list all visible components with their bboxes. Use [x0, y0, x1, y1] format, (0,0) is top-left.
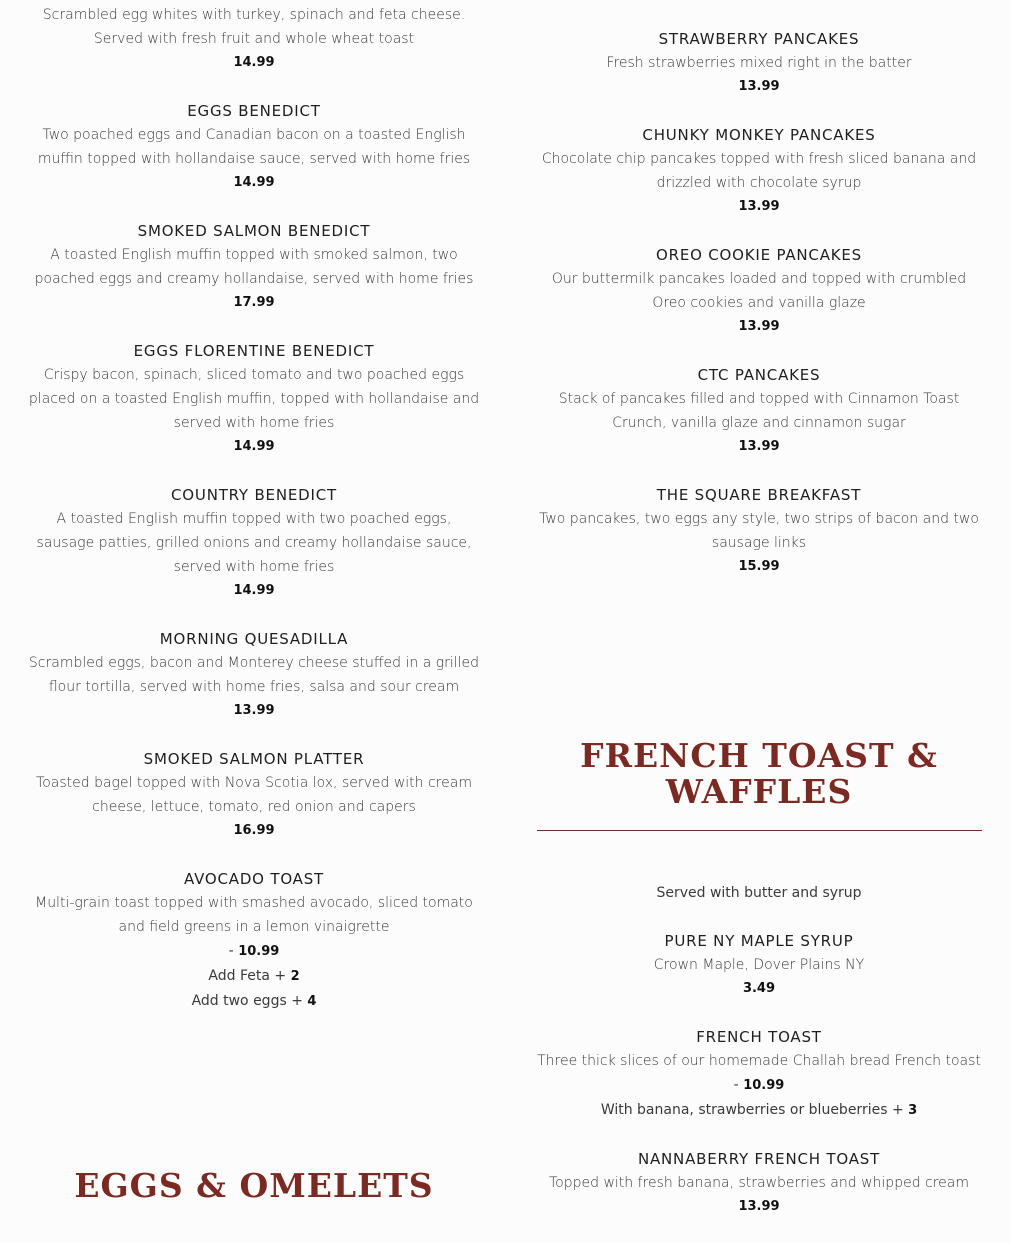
item-option — [28, 964, 480, 989]
item-price-line — [534, 1073, 984, 1098]
item-description: Scrambled eggs, bacon and Monterey cheese stuffed in a grilled flour tortilla, served with home fries, salsa and sour cream — [28, 655, 480, 695]
item-price: 14.99 — [233, 55, 275, 70]
menu-item-strawberry-pancakes — [534, 27, 984, 99]
item-name: EGGS BENEDICT — [187, 102, 321, 120]
price-prefix: - — [733, 1077, 739, 1093]
item-price: 13.99 — [738, 319, 780, 334]
item-name: PURE NY MAPLE SYRUP — [664, 932, 854, 950]
option-label: With banana, strawberries or blueberries + — [600, 1102, 904, 1118]
item-option — [28, 989, 480, 1014]
item-name: SMOKED SALMON PLATTER — [143, 750, 365, 768]
item-name: CHUNKY MONKEY PANCAKES — [642, 126, 876, 144]
section-divider — [537, 830, 982, 831]
menu-item-the-square-breakfast — [534, 483, 984, 579]
item-description: Toasted bagel topped with Nova Scotia lox, served with cream cheese, lettuce, tomato, red onion and capers — [36, 775, 472, 815]
item-description: Stack of pancakes filled and topped with Cinnamon Toast Crunch, vanilla glaze and cinnamon sugar — [558, 391, 960, 431]
option-label: Add two eggs + — [191, 993, 303, 1009]
item-description: Topped with fresh banana, strawberries and whipped cream — [548, 1175, 970, 1191]
menu-item-smoked-salmon-benedict — [28, 219, 480, 315]
menu-item-nannaberry-french-toast — [534, 1147, 984, 1219]
item-description: Multi-grain toast topped with smashed avocado, sliced tomato and field greens in a lemon vinaigrette — [35, 895, 473, 935]
item-description: A toasted English muffin topped with smoked salmon, two poached eggs and creamy hollandaise, served with home fries — [34, 247, 474, 287]
menu-column-left — [28, 3, 480, 1038]
menu-item — [28, 3, 480, 75]
item-price: 13.99 — [738, 79, 780, 94]
section-title: FRENCH TOAST & WAFFLES — [580, 736, 938, 811]
item-description: Two poached eggs and Canadian bacon on a toasted English muffin topped with hollandaise sauce, served with home fries — [37, 127, 471, 167]
menu-item-avocado-toast — [28, 867, 480, 1014]
item-price: 15.99 — [738, 559, 780, 574]
section-title: EGGS & OMELETS — [74, 1166, 434, 1205]
item-name: FRENCH TOAST — [696, 1028, 822, 1046]
item-price: 16.99 — [233, 823, 275, 838]
item-description: A toasted English muffin topped with two poached eggs, sausage patties, grilled onions and creamy hollandaise sauce, served with home fries — [36, 511, 472, 575]
item-name: THE SQUARE BREAKFAST — [656, 486, 862, 504]
item-name: EGGS FLORENTINE BENEDICT — [133, 342, 375, 360]
item-price: 13.99 — [738, 199, 780, 214]
item-description: Crispy bacon, spinach, sliced tomato and two poached eggs placed on a toasted English muffin, topped with hollandaise and served with home fries — [28, 367, 480, 431]
menu-column-right — [534, 27, 984, 603]
menu-item-morning-quesadilla — [28, 627, 480, 723]
item-name: AVOCADO TOAST — [183, 870, 325, 888]
item-price: 17.99 — [233, 295, 275, 310]
item-description: Crown Maple, Dover Plains NY — [653, 957, 865, 973]
menu-item-country-benedict — [28, 483, 480, 603]
section-header-eggs-omelets — [28, 1168, 480, 1204]
item-description: Three thick slices of our homemade Challah bread French toast — [537, 1053, 981, 1069]
item-price: 10.99 — [743, 1078, 785, 1093]
option-price: 4 — [307, 994, 317, 1009]
item-price-line — [28, 939, 480, 964]
menu-item-french-toast — [534, 1025, 984, 1123]
item-option — [534, 1098, 984, 1123]
menu-item-ctc-pancakes — [534, 363, 984, 459]
item-name: COUNTRY BENEDICT — [171, 486, 337, 504]
item-name: MORNING QUESADILLA — [159, 630, 349, 648]
option-label: Add Feta + — [208, 968, 287, 984]
menu-item-smoked-salmon-platter — [28, 747, 480, 843]
item-description: Fresh strawberries mixed right in the batter — [606, 55, 912, 71]
menu-item-pure-ny-maple-syrup — [534, 929, 984, 1001]
menu-item-eggs-benedict — [28, 99, 480, 195]
item-price: 14.99 — [233, 583, 275, 598]
item-name: STRAWBERRY PANCAKES — [658, 30, 860, 48]
item-description: Scrambled egg whites with turkey, spinach and feta cheese. Served with fresh fruit and whole wheat toast — [42, 7, 466, 47]
item-name: SMOKED SALMON BENEDICT — [137, 222, 371, 240]
section-header-french-toast-waffles — [534, 738, 984, 831]
item-description: Our buttermilk pancakes loaded and topped with crumbled Oreo cookies and vanilla glaze — [551, 271, 967, 311]
section-subtitle: Served with butter and syrup — [656, 885, 862, 901]
menu-item-chunky-monkey-pancakes — [534, 123, 984, 219]
option-price: 3 — [908, 1103, 918, 1118]
item-price: 14.99 — [233, 175, 275, 190]
option-price: 2 — [290, 969, 300, 984]
item-description: Two pancakes, two eggs any style, two strips of bacon and two sausage links — [539, 511, 979, 551]
item-price: 13.99 — [738, 1199, 780, 1214]
item-name: NANNABERRY FRENCH TOAST — [637, 1150, 881, 1168]
item-price: 3.49 — [742, 981, 776, 996]
french-toast-section — [534, 881, 984, 1243]
item-price: 13.99 — [233, 703, 275, 718]
item-name: OREO COOKIE PANCAKES — [655, 246, 862, 264]
item-price: 13.99 — [738, 439, 780, 454]
menu-item-eggs-florentine-benedict — [28, 339, 480, 459]
price-prefix: - — [228, 943, 234, 959]
section-subtitle-block — [534, 881, 984, 905]
item-price: 10.99 — [238, 944, 280, 959]
item-description: Chocolate chip pancakes topped with fresh sliced banana and drizzled with chocolate syrup — [541, 151, 977, 191]
item-price: 14.99 — [233, 439, 275, 454]
item-name: CTC PANCAKES — [697, 366, 821, 384]
menu-item-oreo-cookie-pancakes — [534, 243, 984, 339]
